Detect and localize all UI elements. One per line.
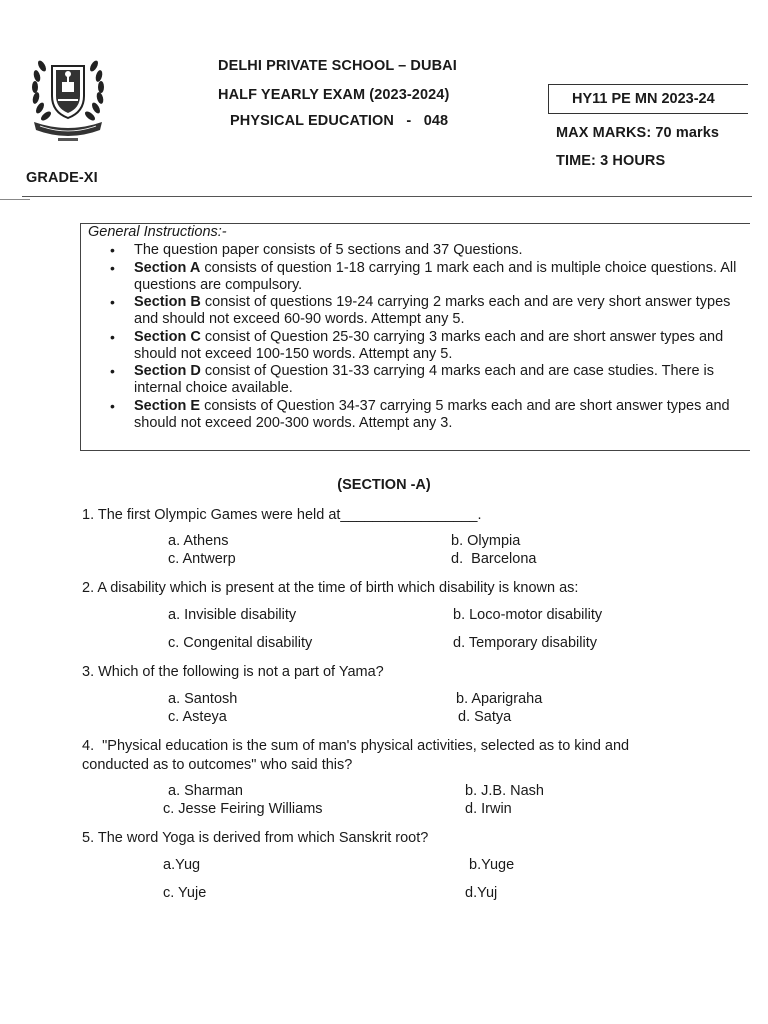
- question-2-text: 2. A disability which is present at the time of birth which disability is known as:: [82, 580, 579, 596]
- question-4-option-d: d. Irwin: [465, 801, 512, 817]
- question-3-text: 3. Which of the following is not a part of Yama?: [82, 664, 384, 680]
- question-3-option-d: d. Satya: [458, 709, 512, 725]
- instruction-text: consist of Question 31-33 carrying 4 marks each and are case studies. There is internal choice available.: [134, 363, 715, 396]
- question-3-option-a: a. Santosh: [168, 691, 238, 707]
- question-5-option-a: a.Yug: [163, 857, 201, 873]
- question-4-option-c: c. Jesse Feiring Williams: [163, 801, 323, 817]
- question-4-text: 4. "Physical education is the sum of man's physical activities, selected as to kind and conducted as to outcomes" who said this?: [82, 738, 634, 773]
- question-1-text: 1. The first Olympic Games were held at_________________.: [82, 507, 482, 523]
- instruction-item: [110, 294, 750, 328]
- question-4-option-a: a. Sharman: [168, 783, 243, 799]
- paper-code: HY11 PE MN 2023-24: [572, 91, 715, 107]
- school-name: DELHI PRIVATE SCHOOL – DUBAI: [218, 58, 457, 74]
- bullet-icon: •: [110, 397, 115, 414]
- instructions-list: [110, 242, 750, 432]
- instruction-section-label: Section E: [134, 397, 201, 414]
- question-2-option-d: d. Temporary disability: [453, 635, 597, 651]
- max-marks: MAX MARKS: 70 marks: [556, 125, 720, 141]
- exam-title: HALF YEARLY EXAM (2023-2024): [218, 87, 450, 103]
- instruction-text: consists of question 1-18 carrying 1 mark each and is multiple choice questions. All questions are compulsory.: [134, 259, 737, 293]
- question-4-option-b: b. J.B. Nash: [465, 783, 544, 799]
- grade-label: GRADE-XI: [26, 170, 98, 186]
- instruction-section-label: Section A: [134, 259, 201, 276]
- question-2-option-a: a. Invisible disability: [168, 607, 297, 623]
- question-1-option-d: d. Barcelona: [451, 551, 537, 567]
- question-2-option-c: c. Congenital disability: [168, 635, 313, 651]
- question-5-option-d: d.Yuj: [465, 885, 498, 901]
- instruction-item: [110, 260, 750, 294]
- subject-title: PHYSICAL EDUCATION - 048: [230, 113, 449, 129]
- header-divider-stub: [0, 199, 30, 200]
- question-2-option-b: b. Loco-motor disability: [453, 607, 603, 623]
- bullet-icon: •: [110, 363, 115, 379]
- header-divider: [22, 196, 752, 197]
- question-3-option-c: c. Asteya: [168, 709, 227, 725]
- bullet-icon: •: [110, 259, 115, 276]
- question-3-option-b: b. Aparigraha: [456, 691, 543, 707]
- instruction-section-label: Section D: [134, 363, 201, 379]
- question-1-option-c: c. Antwerp: [168, 551, 236, 567]
- instruction-text: consist of questions 19-24 carrying 2 marks each and are very short answer types and should not exceed 60-90 words. Attempt any 5.: [134, 294, 731, 327]
- exam-time: TIME: 3 HOURS: [556, 153, 666, 169]
- question-5-text: 5. The word Yoga is derived from which Sanskrit root?: [82, 830, 429, 846]
- instruction-item: [110, 363, 750, 397]
- instruction-text: The question paper consists of 5 sections and 37 Questions.: [134, 242, 523, 258]
- question-1-option-b: b. Olympia: [451, 533, 521, 549]
- instruction-text: consists of Question 34-37 carrying 5 marks each and are short answer types and should not exceed 200-300 words. Attempt any 3.: [134, 397, 730, 431]
- question-5-option-c: c. Yuje: [163, 885, 207, 901]
- bullet-icon: •: [110, 328, 115, 345]
- instruction-section-label: Section B: [134, 294, 201, 310]
- instruction-section-label: Section C: [134, 328, 201, 345]
- bullet-icon: •: [110, 242, 115, 258]
- instruction-item: [110, 329, 750, 363]
- instruction-text: consist of Question 25-30 carrying 3 marks each and are short answer types and should not exceed 100-150 words. Attempt any 5.: [134, 328, 724, 362]
- instructions-title: General Instructions:-: [88, 224, 227, 240]
- question-1-option-a: a. Athens: [168, 533, 229, 549]
- section-a-title: (SECTION -A): [337, 477, 431, 493]
- instruction-item: [110, 398, 750, 432]
- instruction-item: [110, 242, 750, 259]
- question-5-option-b: b.Yuge: [469, 857, 515, 873]
- paper-code-box: [548, 84, 748, 114]
- school-logo: [28, 52, 108, 147]
- bullet-icon: •: [110, 294, 115, 310]
